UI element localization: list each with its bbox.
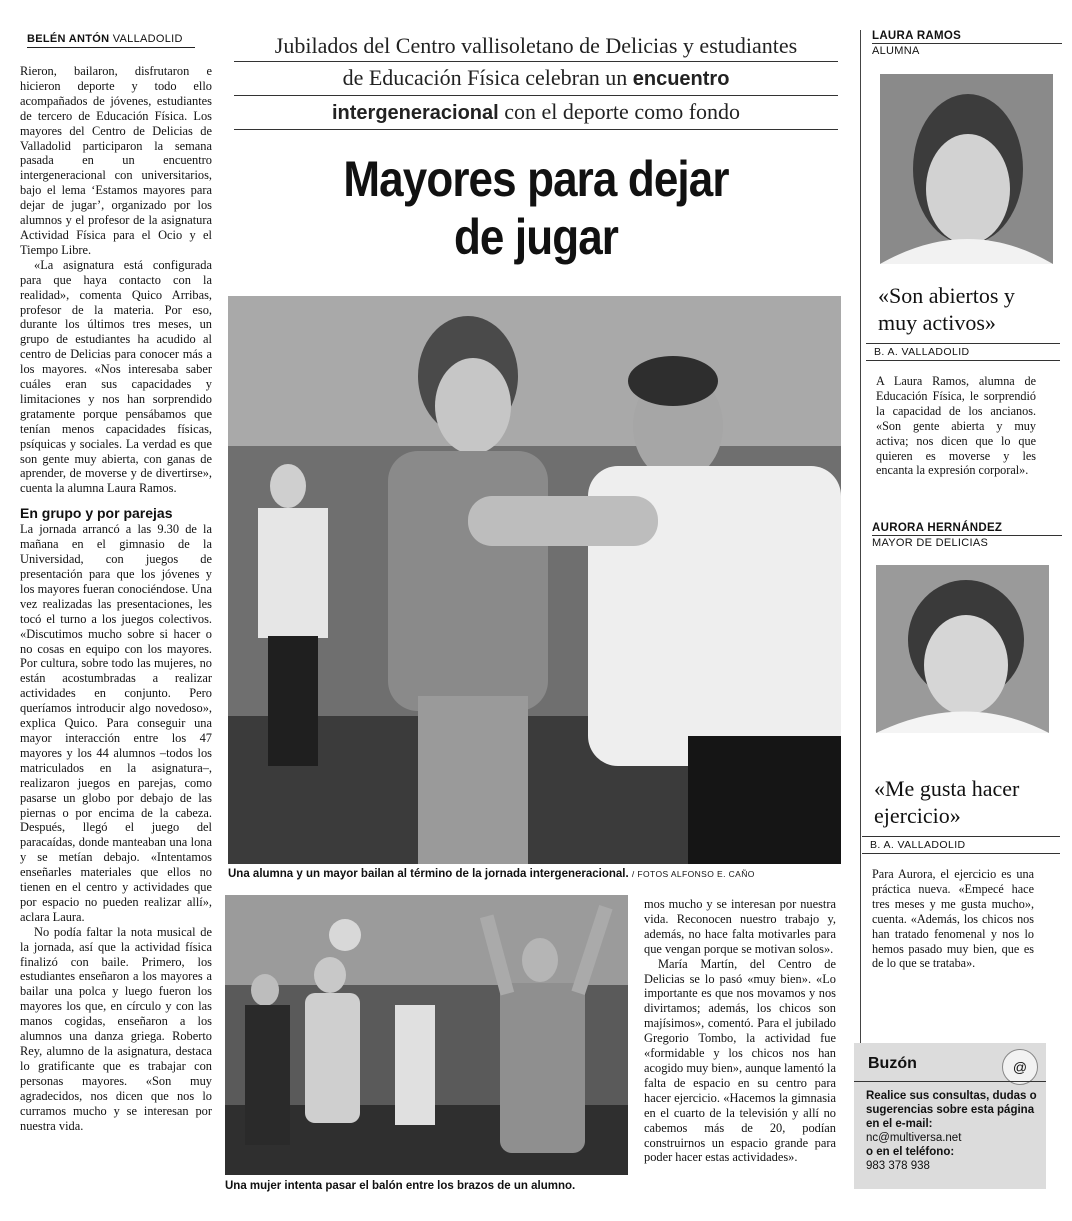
sidebar-text: Para Aurora, el ejercicio es una práctica nueva. «Empecé hace tres meses y me gusta mucho», cuenta. «Además, los chicos nos han tratado fenomenal y nos lo hemos pasado muy bien, que es de lo que se trataba». [872,867,1034,971]
dancing-couple-image [228,296,841,864]
mail-icon: @ [1002,1049,1038,1085]
paragraph: María Martín, del Centro de Delicias se lo pasó «muy bien». «Lo importante es que nos movamos y nos divirtamos; además, los chicos son majísimos», comentó. Para el jubilado Gregorio Tombo, la actividad fue «formidable y los chicos nos han acogido muy bien», aunque lamentó la falta de espacio en su centro para hacer ejercicio. «Hacemos la gimnasia en el cuarto de la televisión y allí no cabemos más de 20, podían construirnos un espacio grande para poder hacer estas actividades». [644,956,837,1165]
subhead: En grupo y por parejas [20,505,173,522]
portrait-image [880,74,1053,264]
kicker-line-1: Jubilados del Centro vallisoletano de Delicias y estudiantes [234,30,838,62]
main-photo-caption [228,868,841,880]
sidebar-text: A Laura Ramos, alumna de Educación Física, le sorprendió la capacidad de los ancianos. «Son gente abierta y muy activa; nos dicen que lo que quieren es moverse y les encanta la expresión corporal». [876,374,1036,478]
paragraph: No podía faltar la nota musical de la jornada, así que la actividad física finalizó con baile. Primero, los estudiantes enseñaron a los mayores a bailar una polca y luego fueron los mayores los que, en círculo y con las manos cogidas, enseñaron a los alumnos una danza griega. Roberto Rey, alumno de la asignatura, destaca lo gratificante que es trabajar con personas mayores. «Son muy agradecidos, nos dicen que nos lo curramos mucho y se interesan por nuestra vida. [20,924,212,1133]
paragraph: mos mucho y se interesan por nuestra vida. Reconocen nuestro trabajo y, además, no hace falta motivarles para que vengan porque se motivan solos». [644,897,836,956]
kicker-line-3 [234,96,838,130]
column-1 [20,64,212,1133]
aurora-portrait [876,565,1049,733]
buzon-content [866,1089,1041,1173]
second-photo-caption [225,1180,628,1192]
caption-text: Una alumna y un mayor bailan al término de la jornada intergeneracional. [228,868,629,880]
buzon-line-2: o en el teléfono: [866,1146,955,1158]
paragraph: Rieron, bailaron, disfrutaron e hicieron deporte y todo ello acompañados de jóvenes, estudiantes de tercero de Educación Física. Los mayores del Centro de Delicias de Valladolid participaron la semana pasada en un encuentro intergeneracional con universitarios, bajo el lema ‘Estamos mayores para dejar de jugar’, organizado por los alumnos y el profesor de la asignatura Actividad Física para el Ocio y el Tiempo Libre. [20,64,212,257]
paragraph: «La asignatura está configurada para que haya contacto con la realidad», comenta Quico Arribas, profesor de la materia. Por eso, durante los últimos tres meses, un grupo de estudiantes ha acudido al centro de Delicias para conocer más a los mayores. «Nos interesaba saber cuáles eran sus capacidades y limitaciones y nos han sorprendido gratamente porque pensábamos que tenían menos capacidades físicas, psíquicas y sociales. La verdad es que son gente muy abierta, con ganas de aprender, de moverse y de divertirse», cuenta la alumna Laura Ramos. [20,257,212,496]
caption-text: Una mujer intenta pasar el balón entre los brazos de un alumno. [225,1180,576,1192]
sidebar-quote: «Son abiertos y muy activos» [878,283,1015,335]
sidebar-laura [872,30,1062,57]
portrait-image [876,565,1049,733]
kicker-bold: intergeneracional [331,102,499,124]
sidebar-byline: B. A. VALLADOLID [866,343,1060,361]
kicker-line-2 [234,62,838,96]
column-3 [644,897,836,1165]
byline [27,33,195,48]
headline-line-1: Mayores para dejar [343,151,729,207]
sidebar-byline: B. A. VALLADOLID [862,836,1060,854]
divider [854,1081,1046,1082]
second-photo [225,895,628,1175]
headline [270,150,802,266]
byline-author: BELÉN ANTÓN [27,33,110,45]
main-photo [228,296,841,864]
byline-place: VALLADOLID [112,33,183,45]
sidebar-name: AURORA HERNÁNDEZ [872,522,1062,536]
sidebar-rule [860,30,861,1080]
ball-game-image [225,895,628,1175]
kicker-text: con el deporte como fondo [498,99,741,124]
sidebar-quote: «Me gusta hacer ejercicio» [874,776,1020,828]
buzon-title: Buzón [868,1055,917,1072]
buzon-line-1: Realice sus consultas, dudas o sugerencias sobre esta página en el e-mail: [866,1090,1037,1130]
buzon-email[interactable]: nc@multiversa.net [866,1132,962,1144]
sidebar-role: ALUMNA [872,45,920,57]
laura-portrait [880,74,1053,264]
paragraph: La jornada arrancó a las 9.30 de la mañana en el gimnasio de la Universidad, con juegos de presentación para que los jóvenes y los mayores fueran conociéndose. Una vez realizadas las presentaciones, les tocó el turno a los juegos colectivos. «Discutimos mucho sobre si hacer o no cosas en equipo con los mayores. Por cultura, sobre todo las mujeres, no están acostumbradas a realizar actividades en conjunto. Pero queríamos introducir algo novedoso», explica Quico. Para conseguir una mayor interacción entre los 47 mayores y los 44 alumnos –todos los matriculados en la asignatura–, realizaron juegos en parejas, como pasarse un globo por debajo de las piernas o por encima de la cabeza. Después, llegó el juego del paracaídas, donde manteaban una lona y se metían debajo. «Intentamos enseñarles materiales que ellos no tienen en el centro y actividades que por espacio no pueden realizar allí», aclara Laura. [20,522,212,924]
buzon-phone: 983 378 938 [866,1160,930,1172]
buzon-box [854,1043,1046,1189]
sidebar-aurora [872,522,1062,549]
headline-line-2: de jugar [453,209,619,265]
kicker [234,30,838,130]
sidebar-name: LAURA RAMOS [872,30,1062,44]
sidebar-role: MAYOR DE DELICIAS [872,537,989,549]
kicker-text: de Educación Física celebran un [342,65,633,90]
kicker-bold: encuentro [632,68,730,90]
photo-credit: / FOTOS ALFONSO E. CAÑO [631,869,755,879]
